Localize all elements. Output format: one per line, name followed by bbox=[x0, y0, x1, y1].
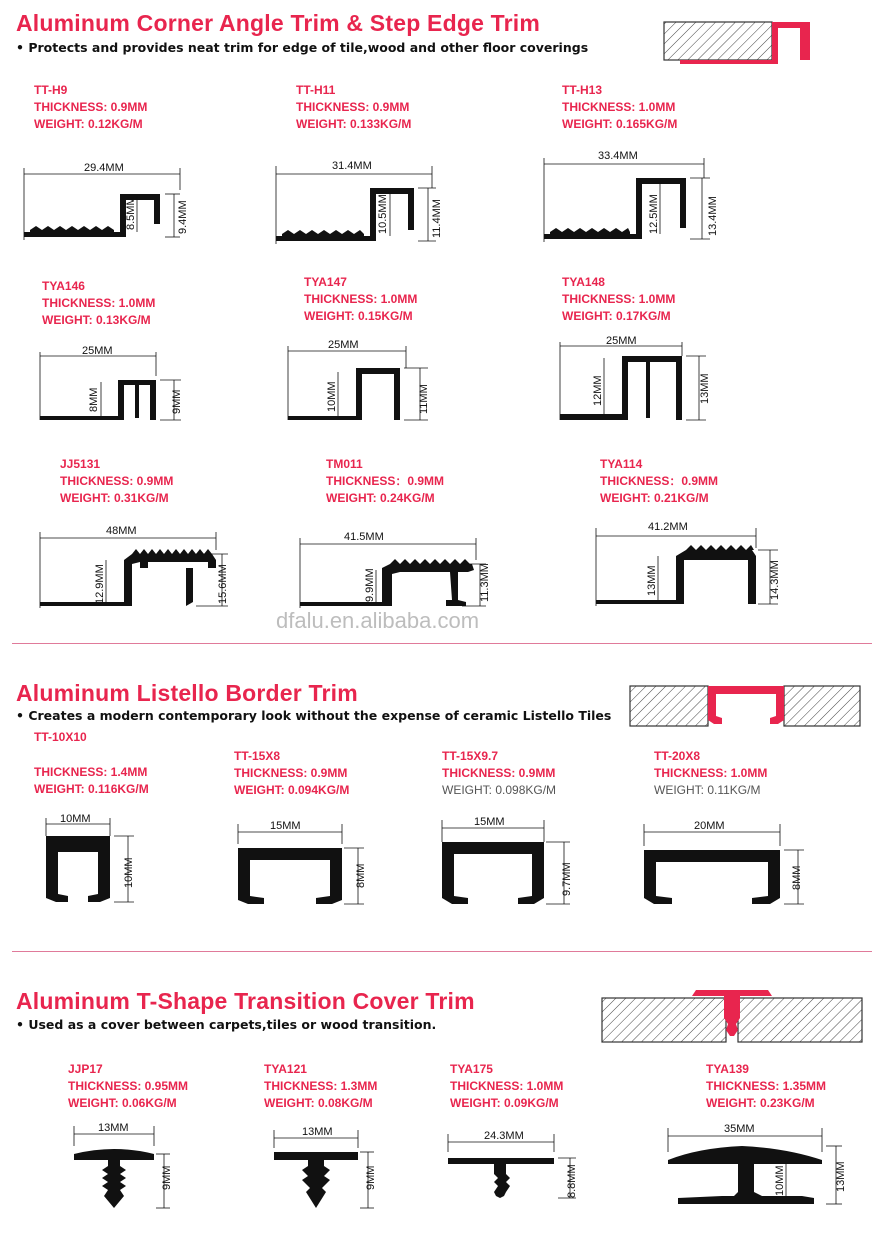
width-dimension: 13MM bbox=[302, 1126, 333, 1138]
product-spec-tt-20x8 bbox=[654, 748, 767, 799]
width-dimension: 25MM bbox=[82, 345, 113, 357]
weight-label: WEIGHT: 0.11KG/M bbox=[654, 783, 761, 797]
profile-drawing-tya147 bbox=[284, 338, 444, 424]
model-label: TT-20X8 bbox=[654, 749, 701, 763]
section-title-corner-trim: Aluminum Corner Angle Trim & Step Edge Trim bbox=[16, 10, 541, 36]
weight-label: WEIGHT: 0.165KG/M bbox=[562, 117, 678, 131]
thickness-label: THICKNESS: 1.0MM bbox=[654, 766, 768, 780]
inner-height-dimension: 8.5MM bbox=[125, 196, 137, 230]
profile-drawing-tt-h9 bbox=[20, 160, 195, 240]
thickness-label: THICKNESS: 1.35MM bbox=[706, 1079, 827, 1093]
height-dimension: 9MM bbox=[161, 1165, 173, 1190]
section-subtitle-listello-trim: • Creates a modern contemporary look without the expense of ceramic Listello Tiles bbox=[16, 708, 612, 723]
width-dimension: 35MM bbox=[724, 1123, 755, 1135]
width-dimension: 29.4MM bbox=[84, 162, 124, 174]
height-dimension: 8MM bbox=[791, 865, 803, 890]
weight-label: WEIGHT: 0.133KG/M bbox=[296, 117, 412, 131]
profile-drawing-jj5131 bbox=[36, 524, 236, 612]
model-label: TYA147 bbox=[304, 275, 347, 289]
product-spec-tm011 bbox=[326, 456, 444, 507]
weight-label: WEIGHT: 0.13KG/M bbox=[42, 313, 151, 327]
model-label: TYA148 bbox=[562, 275, 605, 289]
weight-label: WEIGHT: 0.09KG/M bbox=[450, 1096, 559, 1110]
outer-height-dimension: 11MM bbox=[418, 384, 430, 414]
profile-drawing-tya146 bbox=[36, 346, 196, 424]
section-divider bbox=[12, 643, 872, 644]
product-spec-jj5131 bbox=[60, 456, 173, 507]
thickness-label: THICKNESS: 1.0MM bbox=[304, 292, 418, 306]
outer-height-dimension: 11.3MM bbox=[479, 563, 491, 602]
model-label: JJP17 bbox=[68, 1062, 103, 1076]
product-spec-tya148 bbox=[562, 274, 675, 325]
product-spec-tt-h11 bbox=[296, 82, 411, 133]
height-dimension: 13MM bbox=[835, 1161, 847, 1192]
model-label: TYA139 bbox=[706, 1062, 749, 1076]
profile-drawing-tya114 bbox=[592, 520, 792, 608]
weight-label: WEIGHT: 0.24KG/M bbox=[326, 491, 435, 505]
outer-height-dimension: 9MM bbox=[171, 389, 183, 414]
outer-height-dimension: 15.6MM bbox=[217, 564, 229, 604]
width-dimension: 33.4MM bbox=[598, 150, 638, 162]
model-label: TYA121 bbox=[264, 1062, 307, 1076]
weight-label: WEIGHT: 0.17KG/M bbox=[562, 309, 671, 323]
inner-height-dimension: 12.9MM bbox=[94, 564, 106, 604]
section-subtitle-corner-trim: • Protects and provides neat trim for edge of tile,wood and other floor coverings bbox=[16, 40, 589, 55]
width-dimension: 24.3MM bbox=[484, 1130, 524, 1142]
thickness-label: THICKNESS: 0.9MM bbox=[296, 100, 410, 114]
thickness-label: THICKNESS: 1.0MM bbox=[42, 296, 156, 310]
product-spec-tya175 bbox=[450, 1061, 563, 1112]
thickness-label: THICKNESS: 0.95MM bbox=[68, 1079, 189, 1093]
model-label: TT-10X10 bbox=[34, 730, 87, 744]
thickness-label: THICKNESS：0.9MM bbox=[326, 474, 445, 488]
inner-height-dimension: 8MM bbox=[88, 387, 100, 412]
width-dimension: 31.4MM bbox=[332, 160, 372, 172]
weight-label: WEIGHT: 0.23KG/M bbox=[706, 1096, 815, 1110]
section-divider bbox=[12, 951, 872, 952]
profile-drawing-tt-15x8 bbox=[232, 818, 382, 908]
width-dimension: 25MM bbox=[606, 335, 637, 347]
profile-drawing-tt-10x10 bbox=[40, 812, 150, 908]
profile-drawing-tt-h11 bbox=[272, 158, 452, 246]
product-spec-tt-h13 bbox=[562, 82, 677, 133]
weight-label: WEIGHT: 0.21KG/M bbox=[600, 491, 709, 505]
section-title-listello-trim: Aluminum Listello Border Trim bbox=[16, 680, 358, 706]
product-spec-tya139 bbox=[706, 1061, 826, 1112]
width-dimension: 25MM bbox=[328, 339, 359, 351]
height-dimension: 8MM bbox=[355, 863, 367, 888]
model-label: TT-15X9.7 bbox=[442, 749, 499, 763]
thickness-label: THICKNESS: 1.0MM bbox=[450, 1079, 564, 1093]
weight-label: WEIGHT: 0.094KG/M bbox=[234, 783, 350, 797]
thickness-label: THICKNESS: 1.4MM bbox=[34, 765, 148, 779]
model-label: TT-H9 bbox=[34, 83, 68, 97]
model-label: TT-H11 bbox=[296, 83, 336, 97]
model-label: TYA175 bbox=[450, 1062, 493, 1076]
outer-height-dimension: 13.4MM bbox=[707, 196, 719, 236]
product-spec-tt-h9 bbox=[34, 82, 147, 133]
model-label: TT-H13 bbox=[562, 83, 603, 97]
outer-height-dimension: 9.4MM bbox=[177, 200, 189, 234]
profile-drawing-tt-h13 bbox=[540, 150, 730, 244]
product-spec-tt-10x10 bbox=[34, 729, 149, 798]
section-title-t-shape-trim: Aluminum T-Shape Transition Cover Trim bbox=[16, 988, 475, 1014]
profile-drawing-tt-20x8 bbox=[640, 818, 820, 908]
width-dimension: 41.5MM bbox=[344, 531, 384, 543]
weight-label: WEIGHT: 0.12KG/M bbox=[34, 117, 143, 131]
thickness-label: THICKNESS: 0.9MM bbox=[442, 766, 556, 780]
thickness-label: THICKNESS: 0.9MM bbox=[60, 474, 174, 488]
width-dimension: 15MM bbox=[270, 820, 301, 832]
watermark: dfalu.en.alibaba.com bbox=[276, 608, 480, 633]
model-label: JJ5131 bbox=[60, 457, 101, 471]
inner-height-dimension: 12MM bbox=[592, 375, 604, 406]
inner-height-dimension: 9.9MM bbox=[364, 568, 376, 602]
profile-drawing-tya121 bbox=[270, 1128, 380, 1214]
weight-label: WEIGHT: 0.31KG/M bbox=[60, 491, 169, 505]
t-shape-trim-illustration bbox=[600, 984, 864, 1046]
product-spec-tt-15x8 bbox=[234, 748, 349, 799]
product-spec-tya114 bbox=[600, 456, 718, 507]
height-dimension: 8.8MM bbox=[566, 1164, 578, 1198]
product-spec-tya121 bbox=[264, 1061, 377, 1112]
profile-drawing-jjp17 bbox=[70, 1124, 180, 1214]
model-label: TYA146 bbox=[42, 279, 85, 293]
inner-height-dimension: 10MM bbox=[326, 381, 338, 412]
thickness-label: THICKNESS: 0.9MM bbox=[34, 100, 148, 114]
thickness-label: THICKNESS: 0.9MM bbox=[234, 766, 348, 780]
width-dimension: 41.2MM bbox=[648, 521, 688, 533]
model-label: TT-15X8 bbox=[234, 749, 281, 763]
profile-drawing-tt-15x9-7 bbox=[436, 814, 586, 910]
width-dimension: 10MM bbox=[60, 813, 91, 825]
thickness-label: THICKNESS: 1.3MM bbox=[264, 1079, 378, 1093]
width-dimension: 20MM bbox=[694, 820, 725, 832]
product-spec-tya147 bbox=[304, 274, 417, 325]
profile-drawing-tya139 bbox=[662, 1124, 852, 1212]
product-spec-jjp17 bbox=[68, 1061, 188, 1112]
height-dimension: 9.7MM bbox=[561, 862, 573, 896]
product-spec-tya146 bbox=[42, 278, 155, 329]
section-subtitle-t-shape-trim: • Used as a cover between carpets,tiles or wood transition. bbox=[16, 1017, 437, 1032]
inner-height-dimension: 13MM bbox=[646, 565, 658, 596]
width-dimension: 48MM bbox=[106, 525, 137, 537]
thickness-label: THICKNESS: 1.0MM bbox=[562, 292, 676, 306]
weight-label: WEIGHT: 0.06KG/M bbox=[68, 1096, 177, 1110]
inner-height-dimension: 10.5MM bbox=[377, 194, 389, 234]
corner-trim-illustration bbox=[660, 18, 840, 68]
product-spec-tt-15x9-7 bbox=[442, 748, 556, 799]
weight-label: WEIGHT: 0.116KG/M bbox=[34, 782, 149, 796]
height-dimension: 9MM bbox=[365, 1165, 377, 1190]
thickness-label: THICKNESS：0.9MM bbox=[600, 474, 719, 488]
weight-label: WEIGHT: 0.15KG/M bbox=[304, 309, 413, 323]
inner-height-dimension: 10MM bbox=[774, 1165, 786, 1196]
weight-label: WEIGHT: 0.098KG/M bbox=[442, 783, 557, 797]
model-label: TYA114 bbox=[600, 457, 643, 471]
width-dimension: 13MM bbox=[98, 1122, 129, 1134]
height-dimension: 10MM bbox=[123, 857, 135, 888]
outer-height-dimension: 14.3MM bbox=[769, 560, 781, 600]
outer-height-dimension: 11.4MM bbox=[431, 199, 443, 238]
profile-drawing-tm011 bbox=[296, 530, 496, 610]
thickness-label: THICKNESS: 1.0MM bbox=[562, 100, 676, 114]
model-label: TM011 bbox=[326, 457, 363, 471]
profile-drawing-tya148 bbox=[556, 336, 716, 424]
width-dimension: 15MM bbox=[474, 816, 505, 828]
inner-height-dimension: 12.5MM bbox=[648, 194, 660, 234]
listello-trim-illustration bbox=[628, 684, 864, 730]
outer-height-dimension: 13MM bbox=[699, 373, 711, 404]
weight-label: WEIGHT: 0.08KG/M bbox=[264, 1096, 373, 1110]
profile-drawing-tya175 bbox=[444, 1132, 584, 1212]
